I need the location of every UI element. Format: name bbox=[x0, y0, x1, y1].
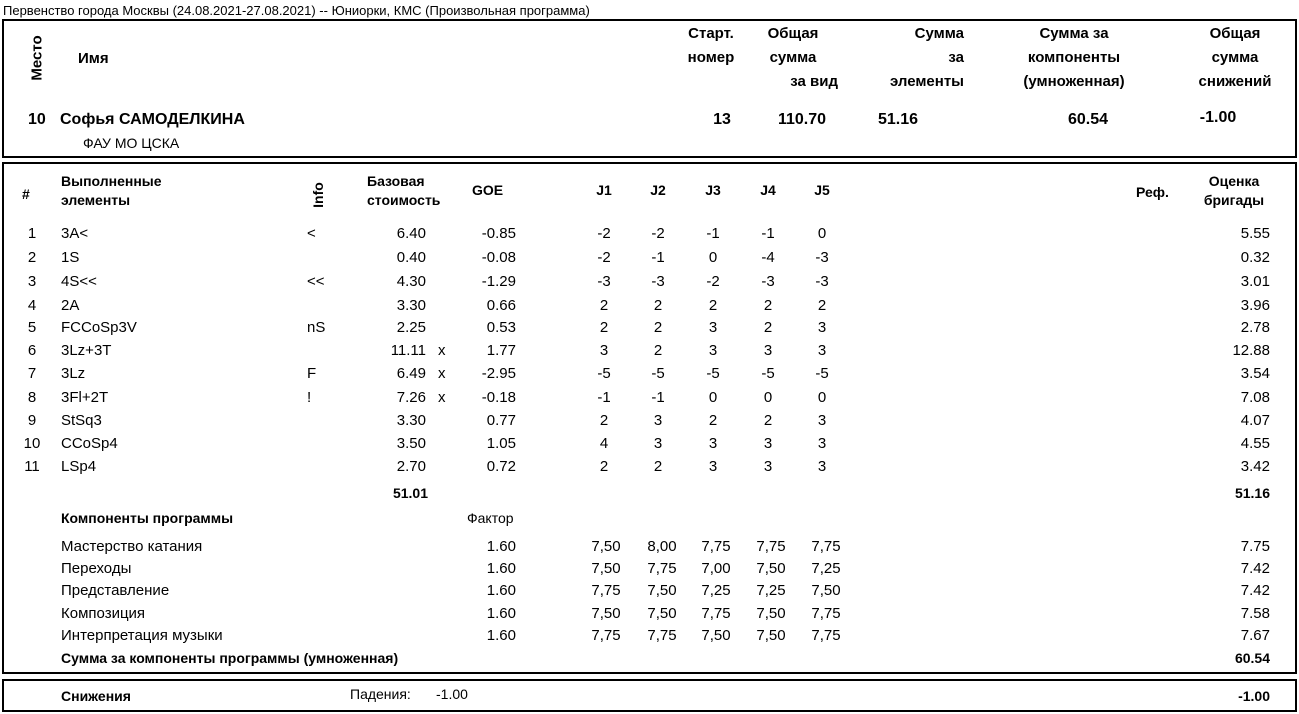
component-judge-score: 7,50 bbox=[756, 605, 786, 622]
component-name: Представление bbox=[61, 582, 170, 599]
component-name: Композиция bbox=[61, 605, 146, 622]
element-base: 2.25 bbox=[396, 319, 426, 336]
element-panel-score: 5.55 bbox=[1240, 225, 1270, 242]
component-judge-score: 7,25 bbox=[811, 560, 841, 577]
element-goe: 0.53 bbox=[486, 319, 516, 336]
element-base: 0.40 bbox=[396, 249, 426, 266]
component-judge-score: 7,50 bbox=[811, 582, 841, 599]
element-panel-score: 4.07 bbox=[1240, 412, 1270, 429]
element-judge-score: 3 bbox=[708, 342, 718, 359]
header-start-no: Старт. номер bbox=[687, 25, 735, 66]
component-judge-score: 7,75 bbox=[701, 538, 731, 555]
element-bonus: x bbox=[438, 389, 446, 406]
component-judge-score: 7,75 bbox=[811, 538, 841, 555]
component-panel-score: 7.42 bbox=[1240, 560, 1270, 577]
element-judge-score: -3 bbox=[815, 249, 829, 266]
element-num: 2 bbox=[27, 249, 37, 266]
element-judge-score: -2 bbox=[651, 225, 665, 242]
element-judge-score: 2 bbox=[599, 297, 609, 314]
element-goe: 0.72 bbox=[486, 458, 516, 475]
component-name: Переходы bbox=[61, 560, 132, 577]
col-header-num: # bbox=[22, 186, 30, 202]
element-num: 10 bbox=[23, 435, 41, 452]
element-goe: 1.05 bbox=[486, 435, 516, 452]
component-panel-score: 7.67 bbox=[1240, 627, 1270, 644]
skater-tes: 51.16 bbox=[877, 111, 919, 128]
skater-start-no: 13 bbox=[713, 111, 731, 128]
element-goe: -2.95 bbox=[481, 365, 516, 382]
component-panel-score: 7.42 bbox=[1240, 582, 1270, 599]
col-header-j4: J4 bbox=[760, 182, 776, 198]
element-info: < bbox=[307, 225, 316, 242]
skater-pcs: 60.54 bbox=[1067, 111, 1109, 128]
element-num: 6 bbox=[27, 342, 37, 359]
component-name: Интерпретация музыки bbox=[61, 627, 223, 644]
element-num: 3 bbox=[27, 273, 37, 290]
element-judge-score: 2 bbox=[817, 297, 827, 314]
element-name: 2A bbox=[61, 297, 80, 314]
element-goe: -0.08 bbox=[481, 249, 516, 266]
element-judge-score: -3 bbox=[651, 273, 665, 290]
element-base: 7.26 bbox=[396, 389, 426, 406]
element-name: CCoSp4 bbox=[61, 435, 118, 452]
component-judge-score: 7,75 bbox=[811, 627, 841, 644]
component-factor: 1.60 bbox=[486, 538, 516, 555]
component-judge-score: 7,75 bbox=[647, 627, 677, 644]
components-total: 60.54 bbox=[1234, 650, 1270, 666]
element-goe: -0.85 bbox=[481, 225, 516, 242]
element-judge-score: 2 bbox=[763, 412, 773, 429]
element-panel-score: 3.54 bbox=[1240, 365, 1270, 382]
element-judge-score: 3 bbox=[653, 412, 663, 429]
element-judge-score: 3 bbox=[817, 435, 827, 452]
element-judge-score: 2 bbox=[763, 319, 773, 336]
component-judge-score: 7,00 bbox=[701, 560, 731, 577]
skater-total: 110.70 bbox=[777, 111, 827, 128]
element-judge-score: 2 bbox=[653, 297, 663, 314]
element-info: << bbox=[307, 273, 325, 290]
element-judge-score: 2 bbox=[599, 458, 609, 475]
element-judge-score: -5 bbox=[651, 365, 665, 382]
component-judge-score: 7,50 bbox=[756, 627, 786, 644]
element-name: 3Lz bbox=[61, 365, 86, 382]
header-total: Общая сумма за вид bbox=[767, 25, 838, 90]
skater-place: 10 bbox=[28, 111, 46, 128]
element-name: 3Fl+2T bbox=[61, 389, 109, 406]
element-info: ! bbox=[307, 389, 312, 406]
component-judge-score: 7,75 bbox=[756, 538, 786, 555]
element-judge-score: 2 bbox=[708, 297, 718, 314]
element-judge-score: 3 bbox=[708, 319, 718, 336]
element-judge-score: 4 bbox=[599, 435, 609, 452]
element-info: F bbox=[307, 365, 317, 382]
col-header-score: Оценка бригады bbox=[1203, 173, 1265, 208]
deductions-box bbox=[2, 679, 1297, 712]
element-goe: -1.29 bbox=[481, 273, 516, 290]
element-bonus: x bbox=[438, 365, 446, 382]
element-judge-score: -1 bbox=[706, 225, 720, 242]
component-factor: 1.60 bbox=[486, 560, 516, 577]
component-factor: 1.60 bbox=[486, 627, 516, 644]
components-title: Компоненты программы bbox=[61, 510, 234, 526]
element-judge-score: -4 bbox=[761, 249, 775, 266]
element-judge-score: 3 bbox=[763, 342, 773, 359]
element-judge-score: 3 bbox=[599, 342, 609, 359]
header-pcs: Сумма за компоненты (умноженная) bbox=[1023, 25, 1125, 90]
component-judge-score: 7,75 bbox=[647, 560, 677, 577]
element-info: nS bbox=[307, 319, 326, 336]
element-num: 4 bbox=[27, 297, 37, 314]
element-panel-score: 7.08 bbox=[1240, 389, 1270, 406]
score-total: 51.16 bbox=[1234, 485, 1270, 501]
col-header-goe: GOE bbox=[472, 182, 504, 198]
element-base: 2.70 bbox=[396, 458, 426, 475]
element-judge-score: 3 bbox=[817, 458, 827, 475]
col-header-base: Базовая стоимость bbox=[367, 173, 441, 208]
element-num: 8 bbox=[27, 389, 37, 406]
element-judge-score: 2 bbox=[599, 319, 609, 336]
element-base: 3.50 bbox=[396, 435, 426, 452]
header-deductions: Общая сумма снижений bbox=[1198, 25, 1272, 90]
element-panel-score: 2.78 bbox=[1240, 319, 1270, 336]
component-factor: 1.60 bbox=[486, 605, 516, 622]
element-judge-score: -1 bbox=[761, 225, 775, 242]
element-judge-score: -5 bbox=[761, 365, 775, 382]
component-judge-score: 7,50 bbox=[591, 538, 621, 555]
factor-label: Фактор bbox=[467, 510, 514, 526]
base-total: 51.01 bbox=[392, 485, 428, 501]
element-judge-score: 3 bbox=[817, 342, 827, 359]
component-judge-score: 7,25 bbox=[701, 582, 731, 599]
component-judge-score: 7,50 bbox=[756, 560, 786, 577]
element-panel-score: 3.01 bbox=[1240, 273, 1270, 290]
element-judge-score: -5 bbox=[597, 365, 611, 382]
element-judge-score: 2 bbox=[763, 297, 773, 314]
element-judge-score: 2 bbox=[708, 412, 718, 429]
element-judge-score: 2 bbox=[653, 458, 663, 475]
element-base: 6.40 bbox=[396, 225, 426, 242]
col-header-element: Выполненные элементы bbox=[61, 173, 162, 208]
component-name: Мастерство катания bbox=[61, 538, 203, 555]
element-judge-score: 2 bbox=[653, 342, 663, 359]
element-judge-score: -1 bbox=[651, 249, 665, 266]
element-num: 1 bbox=[27, 225, 37, 242]
skater-club: ФАУ МО ЦСКА bbox=[83, 135, 180, 151]
col-header-j3: J3 bbox=[705, 182, 721, 198]
element-name: 3A< bbox=[61, 225, 89, 242]
element-base: 11.11 bbox=[390, 342, 426, 359]
element-base: 4.30 bbox=[396, 273, 426, 290]
col-header-info: Info bbox=[310, 182, 326, 208]
col-header-j1: J1 bbox=[596, 182, 612, 198]
falls-label: Падения: bbox=[350, 686, 411, 702]
element-judge-score: 3 bbox=[708, 458, 718, 475]
element-judge-score: 2 bbox=[653, 319, 663, 336]
component-judge-score: 7,75 bbox=[591, 582, 621, 599]
deductions-label: Снижения bbox=[61, 688, 131, 704]
component-judge-score: 8,00 bbox=[647, 538, 677, 555]
element-name: 4S<< bbox=[61, 273, 97, 290]
element-judge-score: -3 bbox=[815, 273, 829, 290]
component-judge-score: 7,75 bbox=[701, 605, 731, 622]
element-panel-score: 0.32 bbox=[1240, 249, 1270, 266]
element-panel-score: 12.88 bbox=[1232, 342, 1270, 359]
element-goe: 1.77 bbox=[486, 342, 516, 359]
element-judge-score: 2 bbox=[599, 412, 609, 429]
element-judge-score: 0 bbox=[817, 389, 827, 406]
element-name: 3Lz+3T bbox=[61, 342, 112, 359]
header-place: Место bbox=[28, 35, 46, 81]
element-num: 11 bbox=[24, 458, 40, 475]
falls-value: -1.00 bbox=[436, 686, 468, 702]
element-judge-score: -1 bbox=[651, 389, 665, 406]
component-judge-score: 7,50 bbox=[591, 560, 621, 577]
component-judge-score: 7,25 bbox=[756, 582, 786, 599]
component-judge-score: 7,50 bbox=[701, 627, 731, 644]
element-num: 5 bbox=[27, 319, 37, 336]
element-judge-score: 3 bbox=[763, 458, 773, 475]
element-judge-score: 3 bbox=[817, 412, 827, 429]
element-goe: -0.18 bbox=[481, 389, 516, 406]
skater-deductions: -1.00 bbox=[1199, 109, 1237, 126]
element-judge-score: -5 bbox=[815, 365, 829, 382]
component-judge-score: 7,50 bbox=[591, 605, 621, 622]
element-judge-score: 3 bbox=[653, 435, 663, 452]
event-title: Первенство города Москвы (24.08.2021-27.08.2021) -- Юниорки, КМС (Произвольная программа) bbox=[3, 3, 590, 18]
element-judge-score: 0 bbox=[817, 225, 827, 242]
element-goe: 0.77 bbox=[486, 412, 516, 429]
element-judge-score: -1 bbox=[597, 389, 611, 406]
element-judge-score: -2 bbox=[597, 249, 611, 266]
components-total-label: Сумма за компоненты программы (умноженная) bbox=[61, 650, 399, 666]
component-factor: 1.60 bbox=[486, 582, 516, 599]
skater-name: Софья САМОДЕЛКИНА bbox=[60, 111, 245, 128]
element-base: 6.49 bbox=[396, 365, 426, 382]
element-judge-score: -3 bbox=[597, 273, 611, 290]
component-judge-score: 7,75 bbox=[811, 605, 841, 622]
element-judge-score: -2 bbox=[706, 273, 720, 290]
element-base: 3.30 bbox=[396, 297, 426, 314]
element-name: LSp4 bbox=[61, 458, 97, 475]
element-judge-score: 0 bbox=[708, 249, 718, 266]
element-num: 9 bbox=[27, 412, 37, 429]
element-name: 1S bbox=[61, 249, 80, 266]
element-panel-score: 3.96 bbox=[1240, 297, 1270, 314]
col-header-ref: Реф. bbox=[1136, 184, 1169, 200]
col-header-j2: J2 bbox=[650, 182, 666, 198]
element-judge-score: 0 bbox=[763, 389, 773, 406]
element-judge-score: 3 bbox=[763, 435, 773, 452]
element-goe: 0.66 bbox=[486, 297, 516, 314]
element-panel-score: 3.42 bbox=[1240, 458, 1270, 475]
header-name: Имя bbox=[78, 50, 109, 67]
element-judge-score: 0 bbox=[708, 389, 718, 406]
header-tes: Сумма за элементы bbox=[889, 25, 964, 90]
component-judge-score: 7,75 bbox=[591, 627, 621, 644]
element-judge-score: -5 bbox=[706, 365, 720, 382]
element-name: StSq3 bbox=[61, 412, 102, 429]
element-num: 7 bbox=[27, 365, 37, 382]
component-judge-score: 7,50 bbox=[647, 582, 677, 599]
element-judge-score: -2 bbox=[597, 225, 611, 242]
deductions-total: -1.00 bbox=[1238, 688, 1270, 704]
component-panel-score: 7.58 bbox=[1240, 605, 1270, 622]
element-bonus: x bbox=[438, 342, 446, 359]
element-name: FCCoSp3V bbox=[61, 319, 137, 336]
component-judge-score: 7,50 bbox=[647, 605, 677, 622]
component-panel-score: 7.75 bbox=[1240, 538, 1270, 555]
col-header-j5: J5 bbox=[814, 182, 830, 198]
element-base: 3.30 bbox=[396, 412, 426, 429]
element-judge-score: 3 bbox=[817, 319, 827, 336]
element-judge-score: -3 bbox=[761, 273, 775, 290]
element-judge-score: 3 bbox=[708, 435, 718, 452]
element-panel-score: 4.55 bbox=[1240, 435, 1270, 452]
